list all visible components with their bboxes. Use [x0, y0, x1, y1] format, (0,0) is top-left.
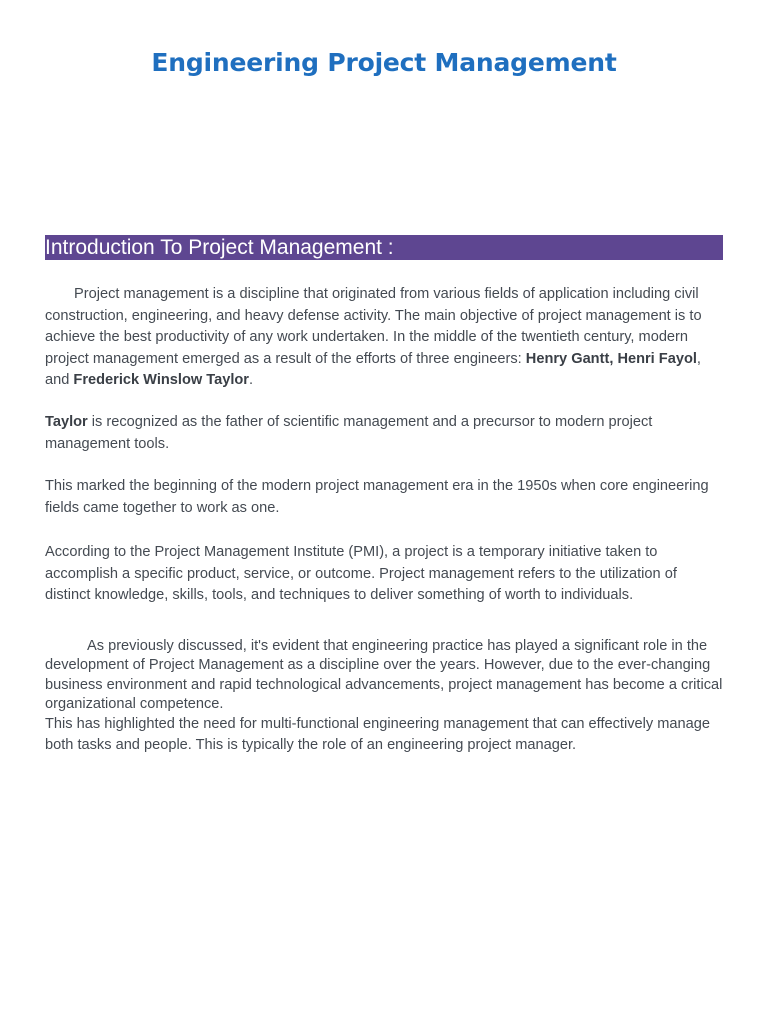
- section-heading-introduction: Introduction To Project Management :: [45, 235, 723, 260]
- paragraph-taylor: [45, 412, 725, 455]
- paragraph-modern-era: This marked the beginning of the modern project management era in the 1950s when core engineering fields came together to work as one.: [45, 478, 709, 516]
- name-taylor: Taylor: [45, 414, 88, 430]
- engineer-name-gantt: Henry Gantt,: [525, 350, 614, 367]
- paragraph-pmi-definition: According to the Project Management Institute (PMI), a project is a temporary initiative taken to accomplish a specific product, service, or outcome. Project management refers to the utilization of distinct knowledge, skills, tools, and techniques to deliver something of worth to individuals.: [45, 544, 677, 603]
- paragraph-text: Project management is a discipline that originated from various fields of application including civil construction, engineering, and heavy defense activity. The main objective of project management is to achieve the best productivity of any work undertaken. In the middle of the twentieth century, modern project management emerged as a result of the efforts of three engineers:: [45, 286, 702, 367]
- paragraph-text: , and: [45, 350, 701, 388]
- paragraph-engineering-role: As previously discussed, it's evident that engineering practice has played a significant role in the development of Project Management as a discipline over the years. However, due to the ever-changing business environment and rapid technological advancements, project management has become a critical organizational competence.: [45, 638, 723, 712]
- paragraph-text: .: [249, 372, 254, 388]
- paragraph-text: is recognized as the father of scientific management and a precursor to modern project management tools.: [45, 414, 653, 452]
- paragraph-origins: [45, 284, 725, 392]
- engineer-name-taylor: Frederick Winslow Taylor: [73, 372, 249, 388]
- document-title: Engineering Project Management: [151, 48, 617, 77]
- engineer-name-fayol: Henri Fayol: [617, 350, 697, 367]
- paragraph-engineering-manager: This has highlighted the need for multi-functional engineering management that can effectively manage both tasks and people. This is typically the role of an engineering project manager.: [45, 716, 710, 753]
